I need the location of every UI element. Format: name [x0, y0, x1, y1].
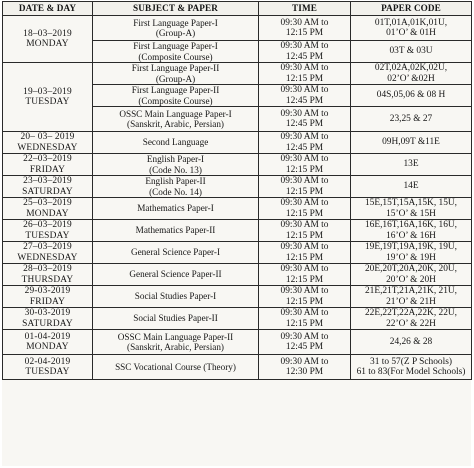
exam-day: FRIDAY — [29, 164, 66, 175]
table-row — [3, 355, 472, 380]
exam-day: FRIDAY — [29, 296, 66, 307]
table-row — [3, 242, 472, 264]
date-day-cell — [3, 176, 93, 198]
paper-code-line: 20E,20T,20A,20K, 20U, — [364, 264, 457, 275]
exam-date: 22–03–2019 — [23, 154, 72, 165]
subject-cell — [93, 132, 259, 154]
paper-code-cell — [351, 132, 472, 154]
exam-day: MONDAY — [26, 208, 69, 219]
exam-date: 18–03–2019 — [23, 28, 72, 39]
exam-date: 25–03–2019 — [23, 198, 72, 209]
time-cell — [259, 330, 351, 355]
paper-code-line: 02T,02A,02K,02U, — [374, 63, 448, 74]
time-cell — [259, 41, 351, 63]
subject-cell — [93, 264, 259, 286]
subject-line: First Language Paper-I — [133, 41, 218, 52]
subject-cell — [93, 220, 259, 242]
header-time: TIME — [259, 2, 351, 16]
paper-code-line: 19’O’ & 19H — [386, 252, 436, 263]
subject-cell — [93, 107, 259, 132]
subject-line: (Group-A) — [155, 73, 196, 84]
exam-day: MONDAY — [26, 39, 69, 49]
subject-cell — [93, 355, 259, 380]
time-line: 09:30 AM to — [280, 308, 329, 319]
paper-code-line: 09H,09T &11E — [382, 137, 440, 148]
time-cell — [259, 85, 351, 107]
subject-line: (Group-A) — [155, 28, 196, 38]
date-day-cell — [3, 154, 93, 176]
paper-code-line: 16’O’ & 16H — [386, 230, 436, 241]
subject-line: First Language Paper-II — [131, 63, 220, 74]
date-day-cell — [3, 198, 93, 220]
subject-cell — [93, 242, 259, 264]
paper-code-line: 04S,05,06 & 08 H — [376, 90, 446, 101]
paper-code-line: 01’O’ & 01H — [386, 28, 436, 38]
paper-code-cell — [351, 16, 472, 41]
time-line: 09:30 AM to — [280, 286, 329, 297]
paper-code-line: 14E — [403, 181, 419, 192]
time-line: 12:15 PM — [285, 208, 324, 219]
date-day-cell — [3, 220, 93, 242]
exam-day: THURSDAY — [21, 274, 74, 285]
subject-line: General Science Paper-I — [130, 247, 221, 258]
subject-line: Social Studies Paper-I — [134, 291, 217, 302]
time-cell — [259, 176, 351, 198]
time-line: 12:15 PM — [285, 73, 324, 84]
time-cell — [259, 355, 351, 380]
subject-cell — [93, 176, 259, 198]
subject-line: General Science Paper-II — [129, 269, 222, 280]
exam-date: 02-04-2019 — [24, 356, 71, 367]
time-cell — [259, 264, 351, 286]
subject-cell — [93, 16, 259, 41]
exam-date: 30-03-2019 — [24, 308, 71, 319]
exam-date: 27–03–2019 — [23, 242, 72, 253]
time-cell — [259, 16, 351, 41]
table-row — [3, 154, 472, 176]
paper-code-cell — [351, 242, 472, 264]
exam-day: WEDNESDAY — [17, 142, 78, 153]
paper-code-cell — [351, 286, 472, 308]
date-day-cell — [3, 355, 93, 380]
paper-code-line: 23,25 & 27 — [389, 113, 433, 124]
table-row — [3, 308, 472, 330]
paper-code-line: 22E,22T,22A,22K, 22U, — [364, 308, 457, 319]
paper-code-line: 01T,01A,01K,01U, — [374, 17, 448, 28]
paper-code-cell — [351, 154, 472, 176]
subject-line: English Paper-II — [145, 176, 206, 187]
table-row — [3, 132, 472, 154]
exam-date: 23–03–2019 — [23, 176, 72, 187]
exam-day: TUESDAY — [25, 97, 70, 107]
exam-day: TUESDAY — [25, 367, 70, 377]
time-line: 12:45 PM — [285, 142, 324, 153]
date-day-cell — [3, 16, 93, 63]
subject-cell — [93, 308, 259, 330]
subject-line: (Code No. 14) — [149, 186, 202, 197]
subject-cell — [93, 330, 259, 355]
paper-code-line: 21E,21T,21A,21K, 21U, — [364, 286, 457, 297]
paper-code-cell — [351, 264, 472, 286]
exam-date: 19–03–2019 — [23, 86, 72, 97]
header-paper-code: PAPER CODE — [351, 2, 472, 16]
paper-code-line: 21’O’ & 21H — [386, 296, 436, 307]
time-line: 09:30 AM to — [280, 242, 329, 253]
time-line: 12:45 PM — [285, 119, 324, 129]
subject-line: OSSC Main Language Paper-II — [117, 331, 234, 342]
paper-code-cell — [351, 63, 472, 85]
time-line: 09:30 AM to — [280, 154, 329, 165]
time-line: 12:45 PM — [285, 51, 324, 62]
time-line: 12:15 PM — [285, 296, 324, 307]
date-day-cell — [3, 286, 93, 308]
subject-cell — [93, 198, 259, 220]
paper-code-cell — [351, 355, 472, 380]
time-line: 09:30 AM to — [280, 41, 329, 52]
subject-line: (Code No. 13) — [149, 164, 202, 175]
table-row — [3, 220, 472, 242]
table-row — [3, 176, 472, 198]
time-cell — [259, 154, 351, 176]
time-line: 12:45 PM — [285, 95, 324, 106]
time-cell — [259, 107, 351, 132]
timetable-body — [3, 16, 472, 380]
date-day-cell — [3, 242, 93, 264]
paper-code-line: 22’O’ & 22H — [386, 318, 436, 329]
subject-line: (Composite Course) — [138, 95, 213, 106]
table-row — [3, 198, 472, 220]
table-row — [3, 16, 472, 41]
paper-code-line: 16E,16T,16A,16K, 16U, — [364, 220, 457, 231]
paper-code-line: 24,26 & 28 — [389, 336, 433, 347]
subject-line: Mathematics Paper-II — [135, 225, 216, 236]
exam-date: 28–03–2019 — [23, 264, 72, 275]
paper-code-line: 15’O’ & 15H — [386, 208, 436, 219]
time-cell — [259, 242, 351, 264]
exam-day: SATURDAY — [22, 186, 73, 197]
subject-line: English Paper-I — [146, 154, 205, 165]
header-row — [3, 2, 472, 16]
subject-line: Second Language — [142, 137, 209, 148]
paper-code-line: 61 to 83(For Model Schools) — [356, 367, 466, 377]
exam-day: WEDNESDAY — [17, 252, 78, 263]
paper-code-cell — [351, 107, 472, 132]
subject-cell — [93, 154, 259, 176]
time-line: 09:30 AM to — [280, 63, 329, 74]
table-row — [3, 63, 472, 85]
time-cell — [259, 286, 351, 308]
paper-code-cell — [351, 41, 472, 63]
header-subject-paper: SUBJECT & PAPER — [93, 2, 259, 16]
exam-date: 20– 03– 2019 — [20, 132, 75, 143]
date-day-cell — [3, 63, 93, 132]
time-line: 09:30 AM to — [280, 132, 329, 143]
paper-code-line: 15E,15T,15A,15K, 15U, — [364, 198, 457, 209]
paper-code-line: 20’O’ & 20H — [386, 274, 436, 285]
time-line: 09:30 AM to — [280, 331, 329, 342]
paper-code-cell — [351, 85, 472, 107]
exam-timetable — [2, 1, 472, 380]
exam-date: 01-04-2019 — [24, 331, 71, 342]
exam-day: SATURDAY — [22, 318, 73, 329]
paper-code-line: 31 to 57(Z P Schools) — [370, 356, 452, 367]
paper-code-cell — [351, 330, 472, 355]
time-line: 09:30 AM to — [280, 356, 329, 367]
paper-code-line: 19E,19T,19A,19K, 19U, — [364, 242, 457, 253]
subject-cell — [93, 85, 259, 107]
paper-code-line: 03T & 03U — [389, 46, 433, 57]
time-cell — [259, 308, 351, 330]
paper-code-cell — [351, 198, 472, 220]
date-day-cell — [3, 330, 93, 355]
exam-day: MONDAY — [26, 342, 69, 352]
header-date-day: DATE & DAY — [3, 2, 93, 16]
exam-date: 29-03-2019 — [24, 286, 71, 297]
paper-code-cell — [351, 176, 472, 198]
paper-code-cell — [351, 308, 472, 330]
date-day-cell — [3, 308, 93, 330]
subject-line: (Composite Course) — [138, 51, 213, 62]
subject-line: (Sanskrit, Arabic, Persian) — [127, 342, 224, 352]
time-line: 12:15 PM — [285, 318, 324, 329]
paper-code-cell — [351, 220, 472, 242]
time-line: 12:15 PM — [285, 274, 324, 285]
time-line: 09:30 AM to — [280, 17, 329, 28]
subject-line: OSSC Main Language Paper-I — [119, 108, 232, 119]
subject-line: First Language Paper-II — [131, 85, 220, 96]
time-line: 12:45 PM — [285, 342, 324, 352]
time-cell — [259, 220, 351, 242]
date-day-cell — [3, 264, 93, 286]
subject-line: (Sanskrit, Arabic, Persian) — [127, 119, 224, 129]
exam-timetable-sheet — [2, 1, 471, 466]
time-line: 09:30 AM to — [280, 198, 329, 209]
time-line: 09:30 AM to — [280, 264, 329, 275]
subject-cell — [93, 286, 259, 308]
date-day-cell — [3, 132, 93, 154]
exam-date: 26–03–2019 — [23, 220, 72, 231]
time-cell — [259, 63, 351, 85]
subject-line: Mathematics Paper-I — [137, 203, 214, 214]
table-row — [3, 286, 472, 308]
table-row — [3, 264, 472, 286]
time-line: 09:30 AM to — [280, 176, 329, 187]
subject-cell — [93, 63, 259, 85]
time-line: 12:15 PM — [285, 164, 324, 175]
paper-code-line: 13E — [403, 159, 419, 170]
subject-line: Social Studies Paper-II — [133, 313, 218, 324]
subject-cell — [93, 41, 259, 63]
exam-day: TUESDAY — [25, 230, 70, 241]
time-line: 12:15 PM — [285, 252, 324, 263]
table-row — [3, 330, 472, 355]
time-line: 12:15 PM — [285, 186, 324, 197]
paper-code-line: 02’O’ &02H — [387, 73, 435, 84]
subject-line: First Language Paper-I — [133, 17, 218, 28]
time-cell — [259, 198, 351, 220]
time-line: 12:30 PM — [285, 367, 324, 377]
time-cell — [259, 132, 351, 154]
time-line: 12:15 PM — [285, 28, 324, 38]
time-line: 12:15 PM — [285, 230, 324, 241]
subject-line: SSC Vocational Course (Theory) — [115, 361, 236, 372]
time-line: 09:30 AM to — [280, 85, 329, 96]
time-line: 09:30 AM to — [280, 220, 329, 231]
time-line: 09:30 AM to — [280, 108, 329, 119]
